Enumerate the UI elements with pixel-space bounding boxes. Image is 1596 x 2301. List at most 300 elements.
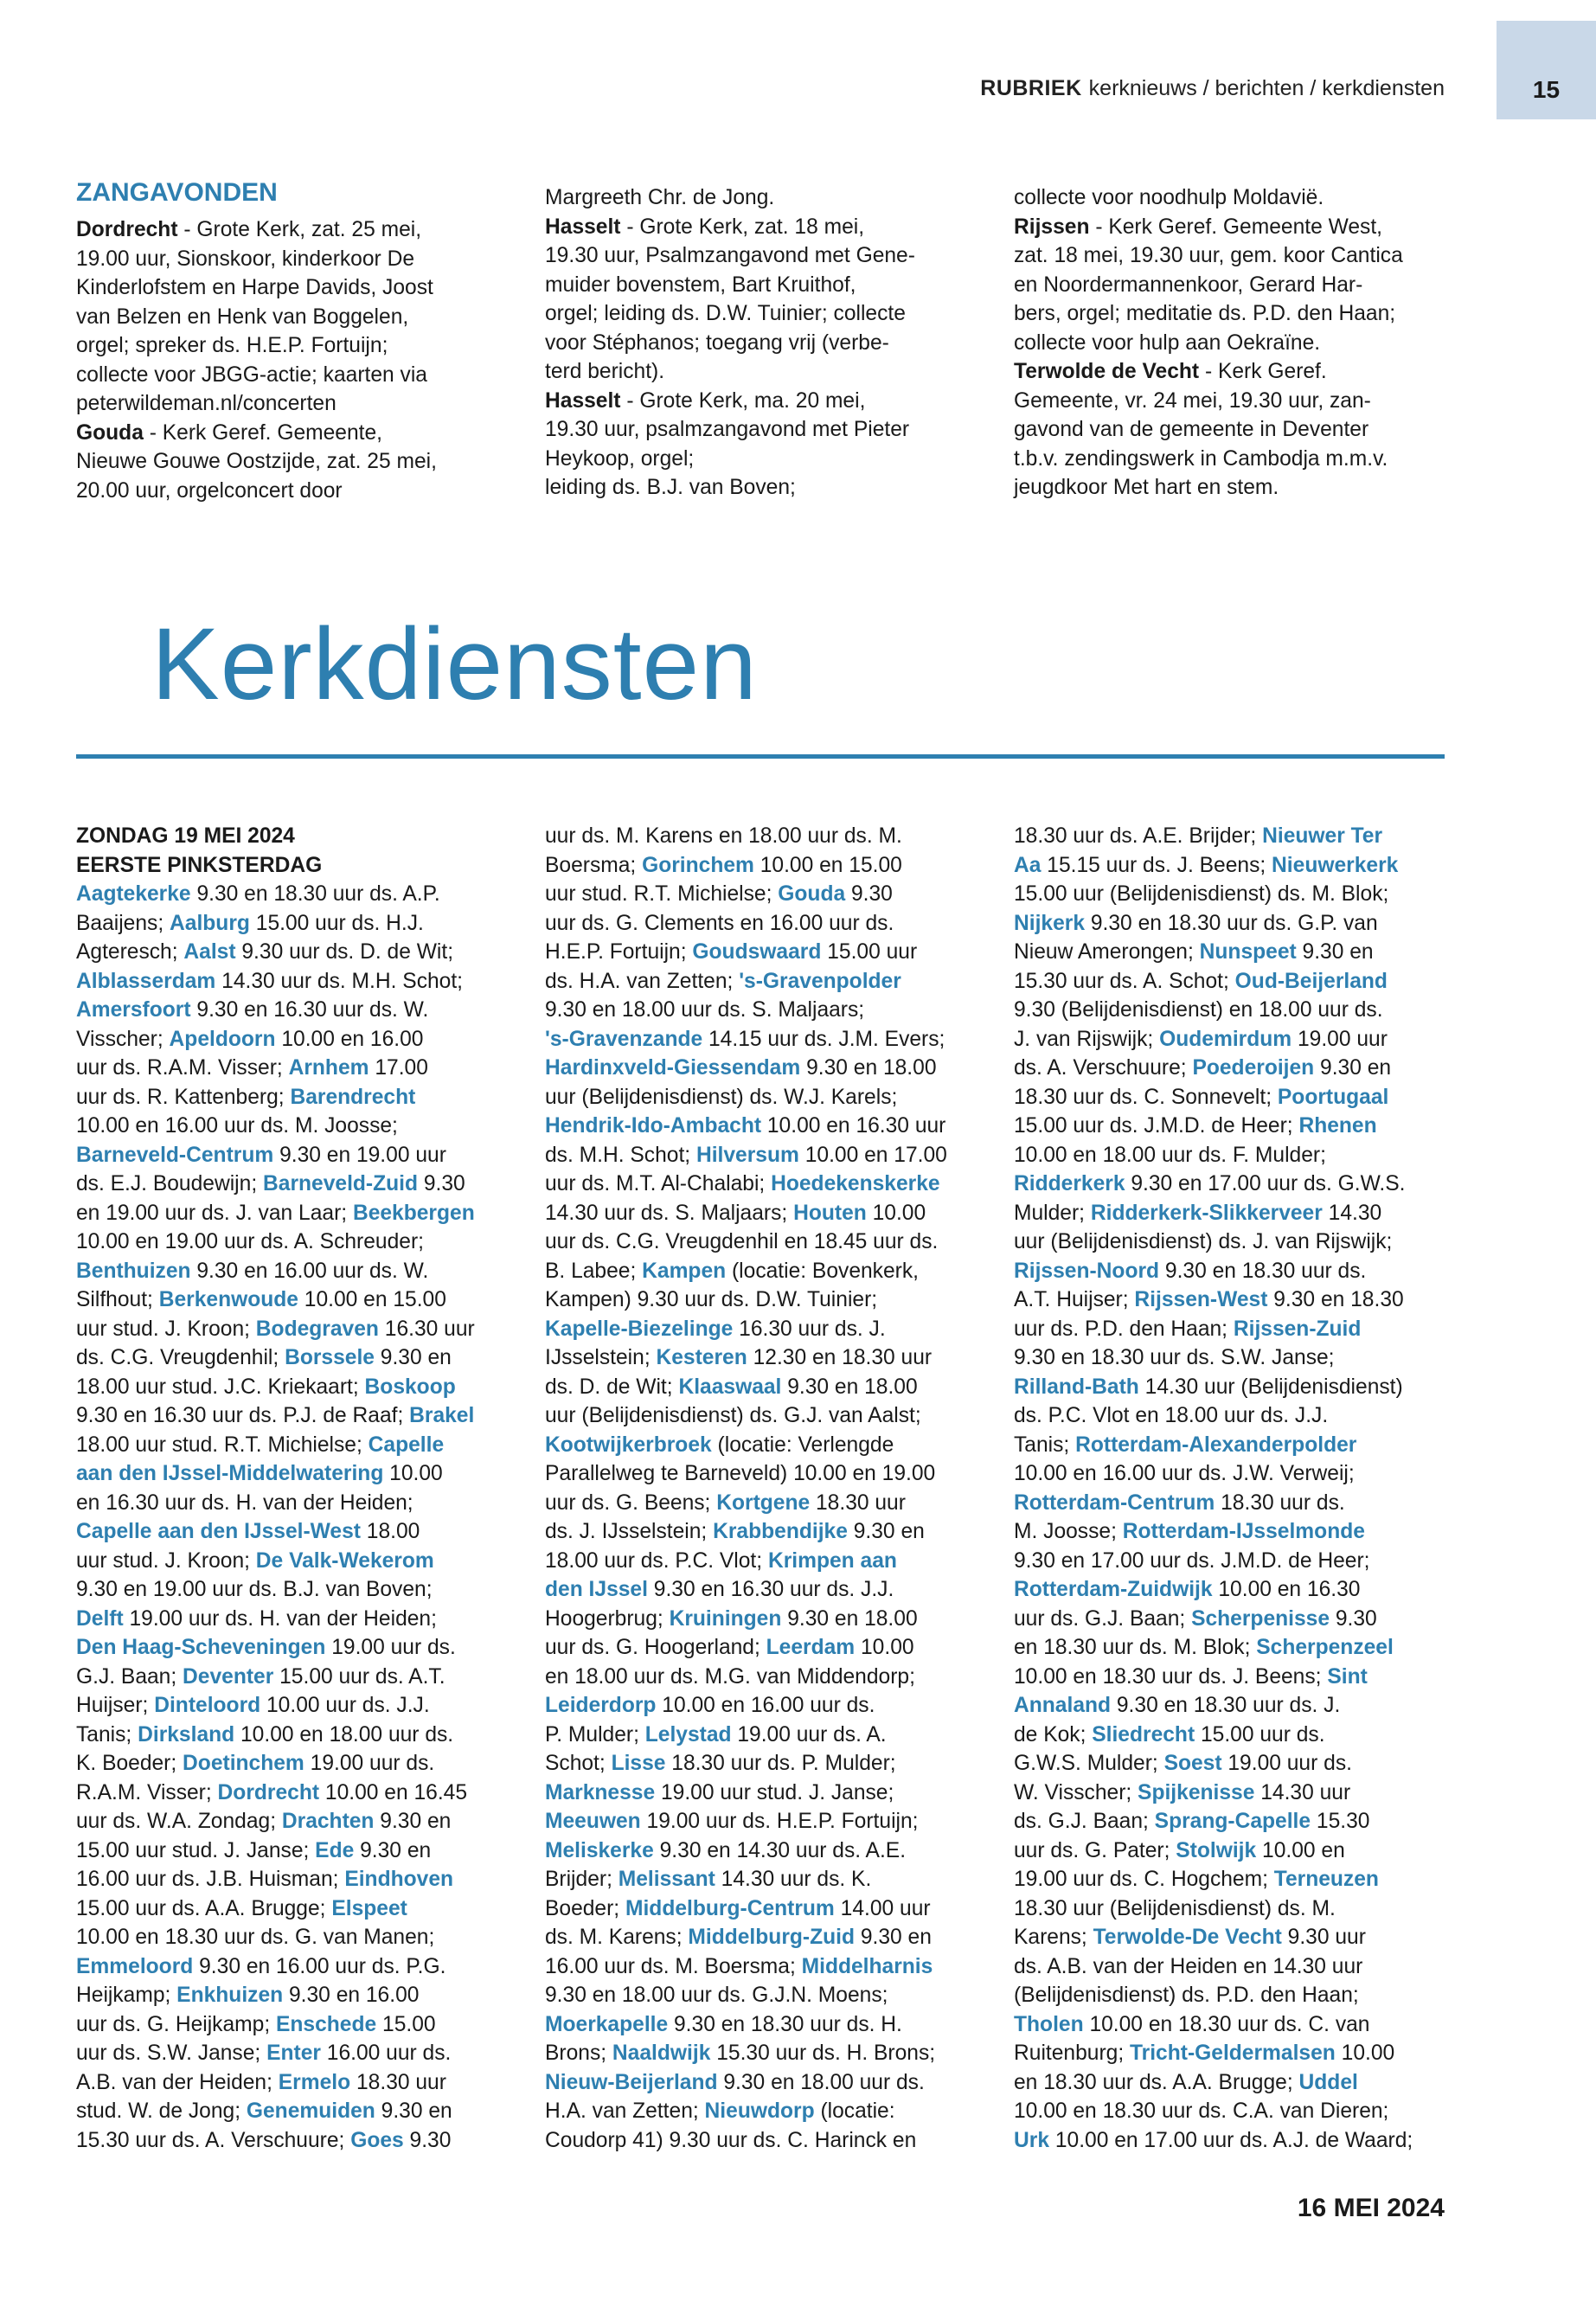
text-run: collecte voor JBGG-actie; kaarten via	[76, 362, 427, 387]
place-name: Houten	[793, 1201, 867, 1225]
place-name: Kampen	[642, 1259, 727, 1283]
text-line	[545, 2068, 947, 2098]
text-line	[545, 1633, 947, 1663]
text-run: Mulder;	[1014, 1201, 1091, 1225]
text-run: 9.30 en 17.00 uur ds. G.W.S.	[1125, 1172, 1406, 1195]
text-run: 9.30 en 18.30 uur ds. H.	[668, 2012, 902, 2036]
text-run: 15.00 uur ds. A.A. Brugge;	[76, 1896, 332, 1920]
text-line	[1014, 1721, 1413, 1750]
footer-date: 16 MEI 2024	[1297, 2194, 1445, 2222]
place-name: Enkhuizen	[176, 1984, 284, 2007]
text-run: en 16.30 uur ds. H. van der Heiden;	[76, 1490, 413, 1515]
text-run: uur ds. G. Pater;	[1014, 1838, 1176, 1862]
text-run: de Kok;	[1014, 1722, 1093, 1747]
place-name: Middelburg-Centrum	[625, 1896, 835, 1920]
text-run: ds. A.B. van der Heiden en 14.30 uur	[1014, 1954, 1363, 1978]
text-run: en 18.00 uur ds. M.G. van Middendorp;	[545, 1664, 915, 1689]
text-line	[76, 1025, 475, 1054]
text-line	[76, 2097, 475, 2126]
text-run: ds. E.J. Boudewijn;	[76, 1172, 263, 1195]
text-run: 15.00 uur (Belijdenisdienst) ds. M. Blok;	[1014, 882, 1389, 906]
place-name: Leerdam	[766, 1636, 856, 1659]
text-run: - Kerk Geref.	[1199, 360, 1327, 383]
text-run: 9.30 en	[855, 1926, 932, 1949]
text-run: Boersma;	[545, 853, 643, 877]
text-run: J. van Rijswijk;	[1014, 1027, 1160, 1051]
text-run: ds. J. IJsselstein;	[545, 1520, 714, 1543]
text-line	[545, 1779, 947, 1808]
text-line	[76, 1575, 475, 1605]
text-run: 12.30 en 18.30 uur	[747, 1346, 933, 1369]
text-line	[1014, 1952, 1413, 1982]
text-line	[76, 1199, 475, 1228]
text-run: 15.00 uur stud. J. Janse;	[76, 1838, 316, 1862]
place-name: Rotterdam-Zuidwijk	[1014, 1578, 1213, 1601]
text-line	[545, 1691, 947, 1721]
place-name: Rotterdam-IJsselmonde	[1122, 1520, 1365, 1543]
text-run: IJsselstein;	[545, 1346, 657, 1369]
text-run: 14.30 uur	[1254, 1780, 1351, 1804]
text-line	[76, 245, 437, 274]
place-name: Beekbergen	[352, 1201, 475, 1225]
place-name: Leiderdorp	[545, 1694, 657, 1717]
text-line	[1014, 1749, 1413, 1779]
text-line	[545, 1199, 947, 1228]
text-line	[1014, 1315, 1413, 1344]
text-run: W. Visscher;	[1014, 1780, 1138, 1804]
text-run: 15.00	[376, 2012, 436, 2036]
text-line	[1014, 1141, 1413, 1170]
place-name: Apeldoorn	[169, 1027, 276, 1051]
text-run: uur ds. G. Beens;	[545, 1490, 717, 1515]
text-line	[545, 1721, 947, 1750]
text-line	[76, 1170, 475, 1199]
text-line	[1014, 357, 1403, 387]
place-name: Middelburg-Zuid	[688, 1926, 855, 1949]
place-name: Tholen	[1014, 2012, 1084, 2036]
text-run: Tanis;	[1014, 1433, 1076, 1457]
text-run: orgel; leiding ds. D.W. Tuinier; collecte	[545, 302, 906, 325]
text-line	[76, 1923, 475, 1952]
text-line	[76, 1836, 475, 1866]
place-name: Capelle	[368, 1433, 445, 1457]
text-line	[545, 1575, 947, 1605]
text-run: collecte voor hulp aan Oekraïne.	[1014, 330, 1321, 355]
text-run: uur ds. C.G. Vreugdenhil en 18.45 uur ds.	[545, 1230, 939, 1253]
text-run: Tanis;	[76, 1722, 138, 1747]
text-run: H.A. van Zetten;	[545, 2099, 705, 2123]
place-name: den IJssel	[545, 1578, 648, 1601]
text-line	[545, 299, 915, 329]
text-run: 18.30 uur ds. A.E. Brijder;	[1014, 824, 1263, 848]
text-run: Parallelweg te Barneveld) 10.00 en 19.00	[545, 1462, 936, 1485]
text-line	[76, 1807, 475, 1836]
place-name: Meliskerke	[545, 1838, 654, 1862]
text-run: 16.00 uur ds. M. Boersma;	[545, 1954, 802, 1978]
text-line	[76, 2010, 475, 2040]
text-run: 15.00 uur ds.	[1195, 1722, 1325, 1747]
text-run: Baaijens;	[76, 911, 170, 935]
text-run: 9.30 en 18.00	[781, 1375, 918, 1399]
place-name: Kesteren	[656, 1346, 747, 1369]
place-name: 's-Gravenpolder	[739, 969, 901, 993]
kerkdiensten-title: Kerkdiensten	[151, 607, 758, 721]
text-run: 18.00 uur ds. P.C. Vlot;	[545, 1548, 768, 1573]
place-name: Urk	[1014, 2128, 1050, 2152]
text-line	[1014, 1923, 1413, 1952]
text-run: terd bericht).	[545, 360, 665, 383]
page-number: 15	[1532, 76, 1561, 103]
text-line	[76, 1952, 475, 1982]
text-run: 15.15 uur ds. J. Beens;	[1041, 853, 1272, 877]
text-line	[1014, 271, 1403, 300]
text-line	[545, 473, 915, 503]
text-line	[545, 2097, 947, 2126]
section-divider	[76, 754, 1445, 759]
text-run: K. Boeder;	[76, 1752, 183, 1775]
place-name: Gorinchem	[642, 853, 754, 877]
text-line	[76, 1547, 475, 1576]
text-run: 16.30 uur	[378, 1317, 475, 1341]
text-line	[1014, 2010, 1413, 2040]
text-run: 9.30 en 18.00 uur ds. G.J.N. Moens;	[545, 1984, 888, 2007]
place-name: Brakel	[409, 1404, 475, 1427]
text-run: Karens;	[1014, 1926, 1093, 1949]
kerkdiensten-column-2	[545, 822, 947, 2155]
place-name: Goes	[350, 2128, 404, 2152]
text-run: Boeder;	[545, 1896, 625, 1920]
place-name: Hilversum	[695, 1143, 799, 1167]
text-line	[545, 938, 947, 967]
text-run: 9.30 en	[374, 1810, 452, 1833]
text-line	[1014, 1894, 1413, 1924]
text-line	[545, 329, 915, 358]
text-line	[545, 415, 915, 445]
text-line	[1014, 1054, 1413, 1083]
text-run: 20.00 uur, orgelconcert door	[76, 478, 343, 503]
place-name: Dordrecht	[217, 1780, 320, 1804]
text-run: 18.30 uur ds. C. Sonnevelt;	[1014, 1085, 1278, 1109]
text-run: en 18.30 uur ds. A.A. Brugge;	[1014, 2070, 1299, 2094]
text-line	[1014, 1257, 1413, 1286]
text-run: 10.00 en 16.00 uur ds.	[656, 1694, 875, 1717]
text-line	[1014, 1605, 1413, 1634]
text-line	[1014, 2068, 1413, 2098]
text-run: 9.30 en 16.00 uur ds. W.	[190, 1259, 429, 1283]
place-name: Annaland	[1014, 1694, 1112, 1717]
place-name: aan den IJssel-Middelwatering	[76, 1462, 384, 1485]
text-line	[1014, 1373, 1413, 1402]
place-name: Stolwijk	[1176, 1838, 1257, 1862]
text-run: 9.30 en	[847, 1520, 925, 1543]
text-run: 9.30 en	[374, 1346, 452, 1369]
text-line	[76, 1227, 475, 1257]
text-run: Silfhout;	[76, 1288, 159, 1311]
text-line	[76, 1112, 475, 1141]
text-run: Nieuw Amerongen;	[1014, 940, 1200, 964]
text-run: 10.00	[855, 1636, 914, 1659]
text-run: bers, orgel; meditatie ds. P.D. den Haan;	[1014, 302, 1396, 325]
text-run: 10.00 en 18.00 uur ds. F. Mulder;	[1014, 1143, 1326, 1167]
text-line	[1014, 2097, 1413, 2126]
text-run: A.T. Huijser;	[1014, 1288, 1135, 1311]
text-run: Gemeente, vr. 24 mei, 19.30 uur, zan-	[1014, 388, 1371, 413]
place-name: Amersfoort	[76, 998, 191, 1022]
place-name: Rijssen-Noord	[1014, 1259, 1160, 1283]
text-line	[76, 1373, 475, 1402]
text-line	[76, 1633, 475, 1663]
place-name: Moerkapelle	[545, 2012, 669, 2036]
text-line	[545, 1923, 947, 1952]
text-run: 18.30 uur ds.	[1215, 1490, 1345, 1515]
text-line	[76, 996, 475, 1025]
place-name: Rotterdam-Centrum	[1014, 1490, 1215, 1515]
place-name: Hardinxveld-Giessendam	[545, 1056, 801, 1080]
text-line	[76, 477, 437, 506]
bold-label: Dordrecht	[76, 218, 178, 241]
place-name: Ridderkerk-Slikkerveer	[1090, 1201, 1323, 1225]
text-line	[76, 215, 437, 245]
place-name: Kootwijkerbroek	[545, 1433, 712, 1457]
text-run: 9.30	[403, 2128, 452, 2152]
text-run: 10.00 en 16.00 uur ds. M. Joosse;	[76, 1114, 398, 1138]
text-line	[1014, 909, 1413, 939]
text-line	[1014, 213, 1403, 242]
place-name: Ermelo	[278, 2070, 351, 2094]
text-run: 18.30 uur (Belijdenisdienst) ds. M.	[1014, 1896, 1336, 1920]
text-run: 9.30 en	[1296, 940, 1374, 964]
text-run: 10.00 en 18.30 uur ds. C. van	[1083, 2012, 1370, 2036]
kerkdiensten-column-1	[76, 822, 475, 2155]
text-run: - Grote Kerk, ma. 20 mei,	[620, 388, 866, 413]
place-name: Nieuwerkerk	[1272, 853, 1399, 877]
place-name: Terneuzen	[1273, 1868, 1379, 1891]
place-name: Rijssen-Zuid	[1233, 1317, 1362, 1341]
text-run: 18.30 uur	[350, 2070, 446, 2094]
text-line	[76, 967, 475, 997]
text-line	[76, 1401, 475, 1431]
text-line	[1014, 1285, 1413, 1315]
place-name: Alblasserdam	[76, 969, 216, 993]
text-run: uur (Belijdenisdienst) ds. J. van Rijswijk;	[1014, 1230, 1393, 1253]
text-run: 19.00 uur	[1292, 1027, 1388, 1051]
bold-label: ZONDAG 19 MEI 2024	[76, 824, 295, 848]
text-line	[545, 1112, 947, 1141]
text-line	[1014, 822, 1413, 851]
text-run: 18.00 uur stud. J.C. Kriekaart;	[76, 1375, 365, 1399]
text-run: 10.00 en 18.00 uur ds.	[234, 1722, 454, 1747]
place-name: Oud-Beijerland	[1234, 969, 1388, 993]
text-run: 9.30 en 18.30 uur ds. G.P. van	[1085, 911, 1378, 935]
text-line	[76, 303, 437, 332]
text-run: 9.30 en 16.00	[283, 1984, 420, 2007]
text-line	[545, 1170, 947, 1199]
place-name: Aagtekerke	[76, 882, 191, 906]
text-run: 18.00	[360, 1520, 420, 1543]
place-name: Naaldwijk	[612, 2041, 711, 2065]
text-line	[545, 387, 915, 416]
text-line	[76, 1749, 475, 1779]
text-line	[76, 1517, 475, 1547]
text-run: 15.00 uur ds. J.M.D. de Heer;	[1014, 1114, 1299, 1138]
bold-label: Rijssen	[1014, 215, 1090, 239]
text-run: 14.30	[1322, 1201, 1382, 1225]
place-name: Gouda	[778, 882, 846, 906]
text-line	[1014, 1025, 1413, 1054]
text-run: (locatie:	[814, 2099, 895, 2123]
text-run: 9.30	[845, 882, 893, 906]
text-run: 9.30 en 16.30 uur ds. P.J. de Raaf;	[76, 1404, 410, 1427]
text-run: 9.30 en 14.30 uur ds. A.E.	[653, 1838, 907, 1862]
text-run: zat. 18 mei, 19.30 uur, gem. koor Cantica	[1014, 244, 1403, 267]
text-run: 16.00 uur ds.	[320, 2041, 452, 2065]
text-run: peterwildeman.nl/concerten	[76, 392, 337, 415]
text-run: van Belzen en Henk van Boggelen,	[76, 304, 409, 329]
text-line	[545, 1343, 947, 1373]
text-run: leiding ds. B.J. van Boven;	[545, 476, 796, 499]
text-line	[1014, 415, 1403, 445]
text-run: 14.15 uur ds. J.M. Evers;	[702, 1027, 945, 1051]
text-run: Huijser;	[76, 1694, 155, 1717]
text-line	[545, 996, 947, 1025]
place-name: Emmeloord	[76, 1954, 194, 1978]
text-line	[76, 909, 475, 939]
text-line	[1014, 299, 1403, 329]
place-name: Barneveld-Centrum	[76, 1143, 274, 1167]
place-name: Rilland-Bath	[1014, 1375, 1139, 1399]
text-line	[545, 2039, 947, 2068]
text-run: Heykoop, orgel;	[545, 446, 695, 471]
place-name: Scherpenisse	[1191, 1606, 1330, 1631]
text-line	[76, 361, 437, 390]
text-run: uur (Belijdenisdienst) ds. G.J. van Aalst;	[545, 1404, 921, 1427]
zangavonden-column-1	[76, 215, 437, 505]
place-name: Marknesse	[545, 1780, 656, 1804]
text-line	[545, 851, 947, 881]
text-line	[76, 1257, 475, 1286]
text-run: 19.00 uur ds. H.E.P. Fortuijn;	[640, 1810, 919, 1833]
place-name: Aalst	[183, 940, 236, 964]
text-run: - Kerk Geref. Gemeente,	[143, 420, 382, 445]
text-line	[1014, 1431, 1413, 1460]
text-run: 9.30 en 17.00 uur ds. J.M.D. de Heer;	[1014, 1548, 1370, 1573]
text-line	[545, 1517, 947, 1547]
text-run: 9.30 en 18.00 uur ds.	[717, 2070, 925, 2094]
text-line	[1014, 938, 1413, 967]
text-line	[76, 1605, 475, 1634]
text-run: uur ds. M.T. Al-Chalabi;	[545, 1172, 772, 1195]
kerkdiensten-column-3	[1014, 822, 1413, 2155]
text-line	[76, 1459, 475, 1489]
text-line	[545, 241, 915, 271]
text-run: 18.30 uur	[810, 1490, 906, 1515]
place-name: Den Haag-Scheveningen	[76, 1636, 326, 1659]
text-run: en 19.00 uur ds. J. van Laar;	[76, 1201, 353, 1225]
text-run: Schot;	[545, 1752, 612, 1775]
text-run: Coudorp 41) 9.30 uur ds. C. Harinck en	[545, 2128, 917, 2152]
text-run: uur ds. M. Karens en 18.00 uur ds. M.	[545, 824, 902, 848]
text-run: A.B. van der Heiden;	[76, 2070, 279, 2094]
place-name: Krimpen aan	[767, 1548, 897, 1573]
text-run: 9.30 uur	[1281, 1926, 1366, 1949]
text-run: 9.30 en 16.30 uur ds. W.	[190, 998, 429, 1022]
text-run: 10.00 en 16.00 uur ds. J.W. Verweij;	[1014, 1462, 1355, 1485]
place-name: Boskoop	[364, 1375, 456, 1399]
text-line	[76, 2039, 475, 2068]
text-line	[1014, 996, 1413, 1025]
text-line	[76, 419, 437, 448]
place-name: Poortugaal	[1277, 1085, 1389, 1109]
place-name: Kruiningen	[669, 1606, 782, 1631]
text-line	[76, 1431, 475, 1460]
place-name: Benthuizen	[76, 1259, 191, 1283]
text-run: M. Joosse;	[1014, 1520, 1123, 1543]
text-line	[1014, 2126, 1413, 2156]
place-name: Nunspeet	[1199, 940, 1297, 964]
text-line	[1014, 445, 1403, 474]
text-run: en Noordermannenkoor, Gerard Har-	[1014, 272, 1363, 297]
text-run: 10.00 en 18.30 uur ds. C.A. van Dieren;	[1014, 2099, 1389, 2123]
text-line	[1014, 1170, 1413, 1199]
place-name: Ede	[315, 1838, 355, 1862]
text-line	[545, 1141, 947, 1170]
place-name: Berkenwoude	[158, 1288, 298, 1311]
text-run: voor Stéphanos; toegang vrij (verbe-	[545, 330, 889, 355]
text-run: Kampen) 9.30 uur ds. D.W. Tuinier;	[545, 1288, 878, 1311]
text-line	[76, 331, 437, 361]
text-line	[1014, 1807, 1413, 1836]
text-run: 10.00	[866, 1201, 926, 1225]
place-name: Poederoijen	[1192, 1056, 1315, 1080]
text-run: 15.00 uur ds. A.T.	[273, 1664, 445, 1689]
place-name: Nijkerk	[1014, 911, 1086, 935]
text-line	[1014, 1112, 1413, 1141]
place-name: Hoedekenskerke	[771, 1172, 940, 1195]
text-line	[76, 1691, 475, 1721]
text-run: 9.30 en 19.00 uur ds. B.J. van Boven;	[76, 1578, 433, 1601]
text-line	[1014, 1575, 1413, 1605]
text-line	[76, 389, 437, 419]
text-run: 9.30 uur ds. D. de Wit;	[235, 940, 454, 964]
place-name: Barneveld-Zuid	[263, 1172, 419, 1195]
text-run: ds. C.G. Vreugdenhil;	[76, 1346, 285, 1369]
text-run: 10.00 en 17.00	[798, 1143, 947, 1167]
text-line	[545, 822, 947, 851]
bold-label: Gouda	[76, 420, 144, 445]
text-line	[1014, 1489, 1413, 1518]
place-name: Elspeet	[331, 1896, 407, 1920]
text-run: 9.30	[418, 1172, 465, 1195]
text-run: Ruitenburg;	[1014, 2041, 1130, 2065]
text-run: muider bovenstem, Bart Kruithof,	[545, 272, 856, 297]
text-run: 10.00 en 15.00	[753, 853, 902, 877]
text-line	[76, 938, 475, 967]
text-run: 10.00 en 18.30 uur ds. G. van Manen;	[76, 1926, 435, 1949]
place-name: Arnhem	[288, 1056, 369, 1080]
text-run: (locatie: Verlengde	[711, 1433, 894, 1457]
text-run: jeugdkoor Met hart en stem.	[1014, 476, 1279, 499]
place-name: Rotterdam-Alexanderpolder	[1075, 1433, 1357, 1457]
text-run: Nieuwe Gouwe Oostzijde, zat. 25 mei,	[76, 450, 437, 473]
text-run: uur ds. P.D. den Haan;	[1014, 1317, 1234, 1341]
text-run: 10.00 uur ds. J.J.	[260, 1694, 430, 1717]
text-run: 14.30 uur ds. S. Maljaars;	[545, 1201, 794, 1225]
text-run: 19.00 uur ds. C. Hogchem;	[1014, 1868, 1274, 1891]
text-run: 10.00 en 18.30 uur ds. J. Beens;	[1014, 1664, 1328, 1689]
text-run: 9.30 (Belijdenisdienst) en 18.00 uur ds.	[1014, 998, 1383, 1022]
text-line	[545, 1547, 947, 1576]
text-run: P. Mulder;	[545, 1722, 645, 1747]
